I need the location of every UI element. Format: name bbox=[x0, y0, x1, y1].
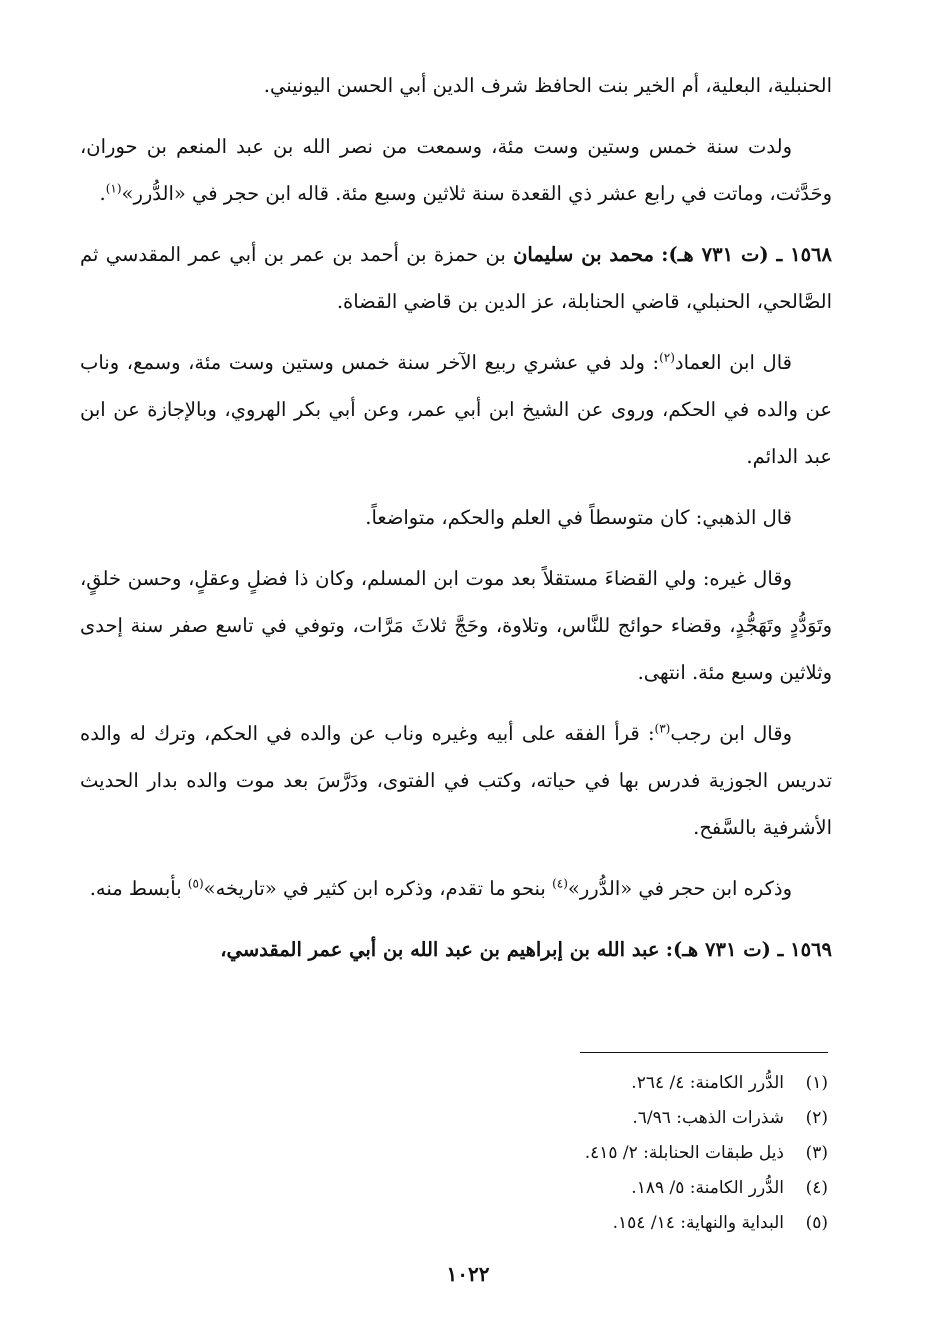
text: ولدت سنة خمس وستين وست مئة، وسمعت من نصر الله بن عبد المنعم بن حوران، وحَدَّثت، وماتت في رابع عشر ذي القعدة سنة ثلاثين وسبع مئة. قاله ابن حجر في «الدُّرر» bbox=[80, 135, 832, 205]
footnote bbox=[228, 1171, 828, 1206]
text: بنحو ما تقدم، وذكره ابن كثير في «تاريخه» bbox=[203, 877, 553, 900]
text: قال ابن العماد bbox=[674, 351, 792, 374]
paragraph-dhahabi bbox=[80, 494, 832, 541]
paragraph-ibn-rajab bbox=[80, 710, 832, 851]
text: : ولد في عشري ربيع الآخر سنة خمس وستين وست مئة، وسمع، وناب عن والده في الحكم، وروى عن الشيخ ابن أبي عمر، وعن أبي بكر الهروي، وبالإجازة عن ابن عبد الدائم. bbox=[80, 351, 832, 468]
footnote bbox=[228, 1136, 828, 1171]
entry-1569 bbox=[80, 926, 832, 973]
text: بأبسط منه. bbox=[89, 877, 188, 900]
footnote-marker: (٤) bbox=[552, 876, 568, 891]
footnote bbox=[228, 1206, 828, 1241]
paragraph-biography-continued bbox=[80, 62, 832, 109]
footnote bbox=[228, 1101, 828, 1136]
text-line: الحنبلية، البعلية، أم الخير بنت الحافظ شرف الدين أبي الحسن اليونيني. bbox=[263, 74, 832, 97]
text: : قرأ الفقه على أبيه وغيره وناب عن والده في الحكم، وترك له والده تدريس الجوزية فدرس بها في حياته، وكتب في الفتوى، ودَرَّسَ بعد موت والده بدار الحديث الأشرفية بالسَّفح. bbox=[80, 722, 832, 839]
footnote-text: الدُّرر الكامنة: ٥/ ١٨٩. bbox=[631, 1178, 784, 1198]
footnote-marker: (٣) bbox=[654, 721, 671, 736]
entry-name: محمد بن سليمان bbox=[513, 243, 654, 266]
text: وقال ابن رجب bbox=[670, 722, 792, 745]
entry-name: عبد الله بن إبراهيم بن عبد الله بن أبي عمر المقدسي، bbox=[220, 938, 660, 961]
footnote-number: (٢) bbox=[805, 1108, 828, 1128]
footnote-marker: (١) bbox=[105, 181, 122, 196]
text: . bbox=[99, 182, 106, 205]
entry-number: ١٥٦٩ ـ (ت ٧٣١ هـ): bbox=[665, 938, 832, 961]
paragraph-birth-death bbox=[80, 123, 832, 217]
text: بن حمزة بن أحمد بن عمر بن أبي عمر المقدسي ثم الصَّالحي، الحنبلي، قاضي الحنابلة، عز الدين بن قاضي القضاة. bbox=[80, 243, 832, 313]
footnote-text: ذيل طبقات الحنابلة: ٢/ ٤١٥. bbox=[584, 1143, 784, 1163]
footnote-number: (٤) bbox=[805, 1178, 828, 1198]
footnote-text: شذرات الذهب: ٦/٩٦. bbox=[632, 1108, 784, 1128]
footnote-marker: (٥) bbox=[187, 876, 204, 891]
footnote-divider bbox=[580, 1052, 828, 1053]
paragraph-ibn-alimad bbox=[80, 339, 832, 480]
footnote-text: الدُّرر الكامنة: ٤/ ٢٦٤. bbox=[631, 1073, 784, 1093]
entry-number: ١٥٦٨ ـ (ت ٧٣١ هـ): bbox=[661, 243, 832, 266]
entry-1568 bbox=[80, 231, 832, 325]
footnote-number: (١) bbox=[805, 1073, 828, 1093]
paragraph-ibn-hajar bbox=[80, 865, 832, 912]
footnote-number: (٥) bbox=[805, 1213, 828, 1233]
footnotes bbox=[228, 1066, 828, 1241]
page-body bbox=[80, 62, 832, 987]
text: وقال غيره: ولي القضاءَ مستقلاً بعد موت ابن المسلم، وكان ذا فضلٍ وعقلٍ، وحسن خلقٍ، وتَوَدُّدٍ وتَهَجُّدٍ، وقضاء حوائج للنَّاس، وتلاوة، وحَجَّ ثلاثَ مَرَّات، وتوفي في تاسع صفر سنة إحدى وثلاثين وسبع مئة. انتهى. bbox=[80, 567, 832, 684]
footnote-marker: (٢) bbox=[659, 350, 675, 365]
footnote bbox=[228, 1066, 828, 1101]
page-number: ١٠٢٢ bbox=[446, 1262, 490, 1286]
paragraph-others bbox=[80, 555, 832, 696]
text: قال الذهبي: كان متوسطاً في العلم والحكم، متواضعاً. bbox=[365, 506, 792, 529]
footnote-text: البداية والنهاية: ١٤/ ١٥٤. bbox=[612, 1213, 784, 1233]
footnote-number: (٣) bbox=[805, 1143, 828, 1163]
text: وذكره ابن حجر في «الدُّرر» bbox=[567, 877, 792, 900]
